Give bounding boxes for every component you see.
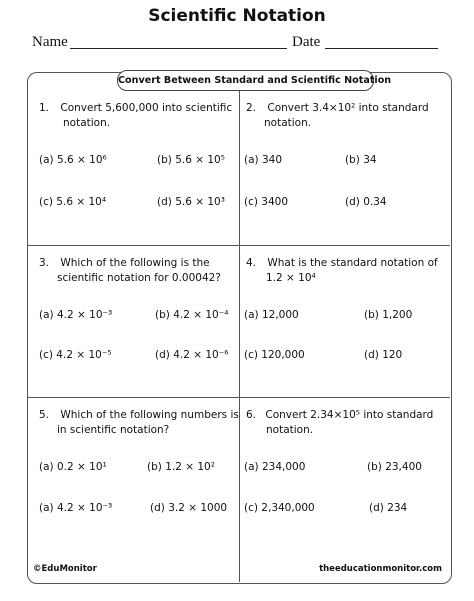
date-label: Date — [292, 34, 321, 50]
q3-option-b[interactable]: (b) 4.2 × 10⁻⁴ — [155, 309, 229, 321]
q3-option-a[interactable]: (a) 4.2 × 10⁻³ — [39, 309, 113, 321]
q1-option-a[interactable]: (a) 5.6 × 10⁶ — [39, 154, 107, 166]
question-2 — [246, 101, 429, 131]
section-header: Convert Between Standard and Scientific Notation — [117, 70, 374, 91]
question-6 — [246, 408, 433, 438]
question-text-line-1: What is the standard notation of — [267, 257, 438, 269]
question-text-line-1: Which of the following is the — [60, 257, 210, 269]
question-text-line-1: Convert 5,600,000 into scientific — [60, 102, 233, 114]
q6-option-a[interactable]: (a) 234,000 — [244, 461, 306, 473]
q2-option-c[interactable]: (c) 3400 — [244, 196, 289, 208]
footer-website: theeducationmonitor.com — [319, 564, 442, 574]
question-text-line-2: notation. — [63, 117, 111, 129]
q2-option-b[interactable]: (b) 34 — [345, 154, 377, 166]
row-divider-2 — [28, 397, 450, 398]
q4-option-b[interactable]: (b) 1,200 — [364, 309, 413, 321]
question-number: 4. — [246, 257, 257, 269]
question-5 — [39, 408, 239, 438]
q4-option-d[interactable]: (d) 120 — [364, 349, 403, 361]
name-label: Name — [32, 34, 68, 50]
worksheet-title: Scientific Notation — [148, 6, 326, 26]
q6-option-b[interactable]: (b) 23,400 — [367, 461, 422, 473]
q1-option-c[interactable]: (c) 5.6 × 10⁴ — [39, 196, 107, 208]
question-text-line-1: Which of the following numbers is — [60, 409, 239, 421]
question-number: 1. — [39, 102, 50, 114]
q6-option-c[interactable]: (c) 2,340,000 — [244, 502, 315, 514]
question-text-line-2: notation. — [266, 424, 314, 436]
column-divider — [239, 88, 240, 582]
footer-copyright: ©EduMonitor — [33, 564, 97, 574]
date-input-line[interactable] — [325, 48, 438, 49]
question-number: 6. — [246, 409, 257, 421]
q1-option-d[interactable]: (d) 5.6 × 10³ — [157, 196, 225, 208]
question-1 — [39, 101, 232, 131]
name-input-line[interactable] — [70, 48, 287, 49]
q3-option-d[interactable]: (d) 4.2 × 10⁻⁶ — [155, 349, 229, 361]
question-text-line-2: in scientific notation? — [57, 424, 170, 436]
q5-option-a[interactable]: (a) 0.2 × 10¹ — [39, 461, 107, 473]
q6-option-d[interactable]: (d) 234 — [369, 502, 408, 514]
q4-option-a[interactable]: (a) 12,000 — [244, 309, 299, 321]
q3-option-c[interactable]: (c) 4.2 × 10⁻⁵ — [39, 349, 112, 361]
question-number: 2. — [246, 102, 257, 114]
question-text-line-2: 1.2 × 10⁴ — [266, 272, 316, 284]
row-divider-1 — [28, 245, 450, 246]
question-text-line-2: notation. — [264, 117, 312, 129]
q1-option-b[interactable]: (b) 5.6 × 10⁵ — [157, 154, 225, 166]
q5-option-d[interactable]: (d) 3.2 × 1000 — [150, 502, 228, 514]
question-number: 5. — [39, 409, 50, 421]
q4-option-c[interactable]: (c) 120,000 — [244, 349, 305, 361]
question-text-line-1: Convert 2.34×10⁵ into standard — [265, 409, 434, 421]
q2-option-d[interactable]: (d) 0.34 — [345, 196, 387, 208]
question-4 — [246, 256, 438, 286]
question-text-line-2: scientific notation for 0.00042? — [57, 272, 221, 284]
q5-option-c[interactable]: (a) 4.2 × 10⁻³ — [39, 502, 113, 514]
q2-option-a[interactable]: (a) 340 — [244, 154, 283, 166]
question-number: 3. — [39, 257, 50, 269]
question-text-line-1: Convert 3.4×10² into standard — [267, 102, 429, 114]
question-3 — [39, 256, 221, 286]
q5-option-b[interactable]: (b) 1.2 × 10² — [147, 461, 215, 473]
